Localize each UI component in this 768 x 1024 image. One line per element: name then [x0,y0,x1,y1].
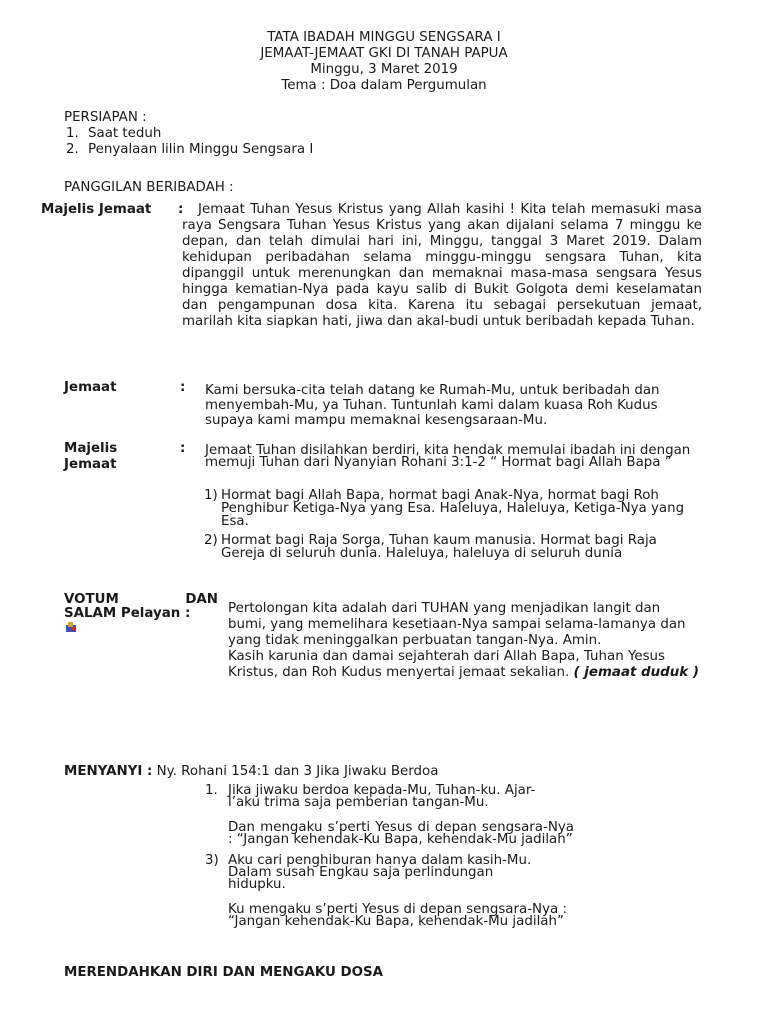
panggilan-text: Jemaat Tuhan Yesus Kristus yang Allah kasihi ! Kita telah memasuki masa raya Sengsara Tuhan Yesus Kristus yang akan dijalani selama 7 minggu ke depan, dan telah dimulai hari ini, Minggu, tanggal 3 Maret 2019. Dalam kehidupan peribadahan selama minggu-minggu sengsara Tuhan, kita dipanggil untuk merenungkan dan memaknai masa-masa sengsara Yesus hingga kematian-Nya pada kayu salib di Bukit Golgota demi keselamatan dan pengampunan dosa kita. Karena itu sebagai persekutuan jemaat, marilah kita siapkan hati, jiwa dan akal-budi untuk beribadah kepada Tuhan. [182,202,702,329]
image-placeholder-icon [66,622,77,633]
speaker-majelis-jemaat: Majelis Jemaat [41,202,152,217]
majelis-intro: Jemaat Tuhan disilahkan berdiri, kita hendak memulai ibadah ini dengan memuji Tuhan dari Nyanyian Rohani 3:1-2 “ Hormat bagi Allah Bapa ” [205,443,691,470]
panggilan-heading: PANGGILAN BERIBADAH : [64,180,234,195]
verse-item: 2) Hormat bagi Raja Sorga, Tuhan kaum manusia. Hormat bagi Raja Gereja di seluruh dunia. Haleluya, haleluya di seluruh dunia [204,533,657,561]
votum-heading: VOTUM DAN SALAM Pelayan : [64,592,218,621]
list-item: 1. Saat teduh [66,126,162,141]
speaker-jemaat: Jemaat [64,380,117,395]
speaker-majelis: Majelis [64,441,118,456]
header-date: Minggu, 3 Maret 2019 [310,62,458,77]
jemaat-response: Kami bersuka-cita telah datang ke Rumah-Mu, untuk beribadah dan menyembah-Mu, ya Tuhan. Tuntunlah kami dalam kuasa Roh Kudus supaya kami mampu memaknai kesengsaraan-Mu. [205,383,660,428]
speaker-jemaat: Jemaat [64,457,117,472]
speaker-colon: : [180,441,186,456]
verse-item: 3) Aku cari penghiburan hanya dalam kasih-Mu. Dalam susah Engkau saja perlindungan hidupku. [205,853,532,892]
speaker-colon: : [180,380,186,395]
header-congregation: JEMAAT-JEMAAT GKI DI TANAH PAPUA [260,46,508,61]
merendahkan-heading: MERENDAHKAN DIRI DAN MENGAKU DOSA [64,965,384,980]
votum-text: Pertolongan kita adalah dari TUHAN yang menjadikan langit dan bumi, yang memelihara kesetiaan-Nya sampai selama-lamanya dan yang tidak meninggalkan perbuatan tangan-Nya. Amin. Kasih karunia dan damai sejahterah dari Allah Bapa, Tuhan Yesus Kristus, dan Roh Kudus menyertai jemaat sekalian. ( jemaat duduk ) [228,601,699,680]
verse-item: 1. Jika jiwaku berdoa kepada-Mu, Tuhan-ku. Ajar- l’aku trima saja pemberian tangan-Mu. [205,783,536,810]
menyanyi-heading: MENYANYI : [64,764,153,779]
header-title: TATA IBADAH MINGGU SENGSARA I [267,30,501,45]
verse-refrain: Dan mengaku s’perti Yesus di depan sengsara-Nya : “Jangan kehendak-Ku Bapa, kehendak-Mu jadilah” [228,820,574,847]
header-theme: Tema : Doa dalam Pergumulan [281,78,487,93]
hymn-verses [205,785,575,928]
song-reference: Ny. Rohani 154:1 dan 3 Jika Jiwaku Berdoa [156,764,439,779]
verse-item: 1) Hormat bagi Allah Bapa, hormat bagi Anak-Nya, hormat bagi Roh Penghibur Ketiga-Nya yang Esa. Haleluya, Haleluya, Ketiga-Nya yang Esa. [204,488,685,529]
document-header [0,30,768,94]
persiapan-heading: PERSIAPAN : [64,110,147,125]
list-item: 2. Penyalaan lilin Minggu Sengsara I [66,142,314,157]
persiapan-list [66,126,313,158]
speaker-colon: : [178,202,184,217]
menyanyi-line [64,764,438,780]
instruction-text: ( jemaat duduk ) [573,665,699,680]
verse-list [204,489,704,560]
verse-refrain: Ku mengaku s’perti Yesus di depan sengsara-Nya : “Jangan kehendak-Ku Bapa, kehendak-Mu jadilah” [228,902,567,929]
